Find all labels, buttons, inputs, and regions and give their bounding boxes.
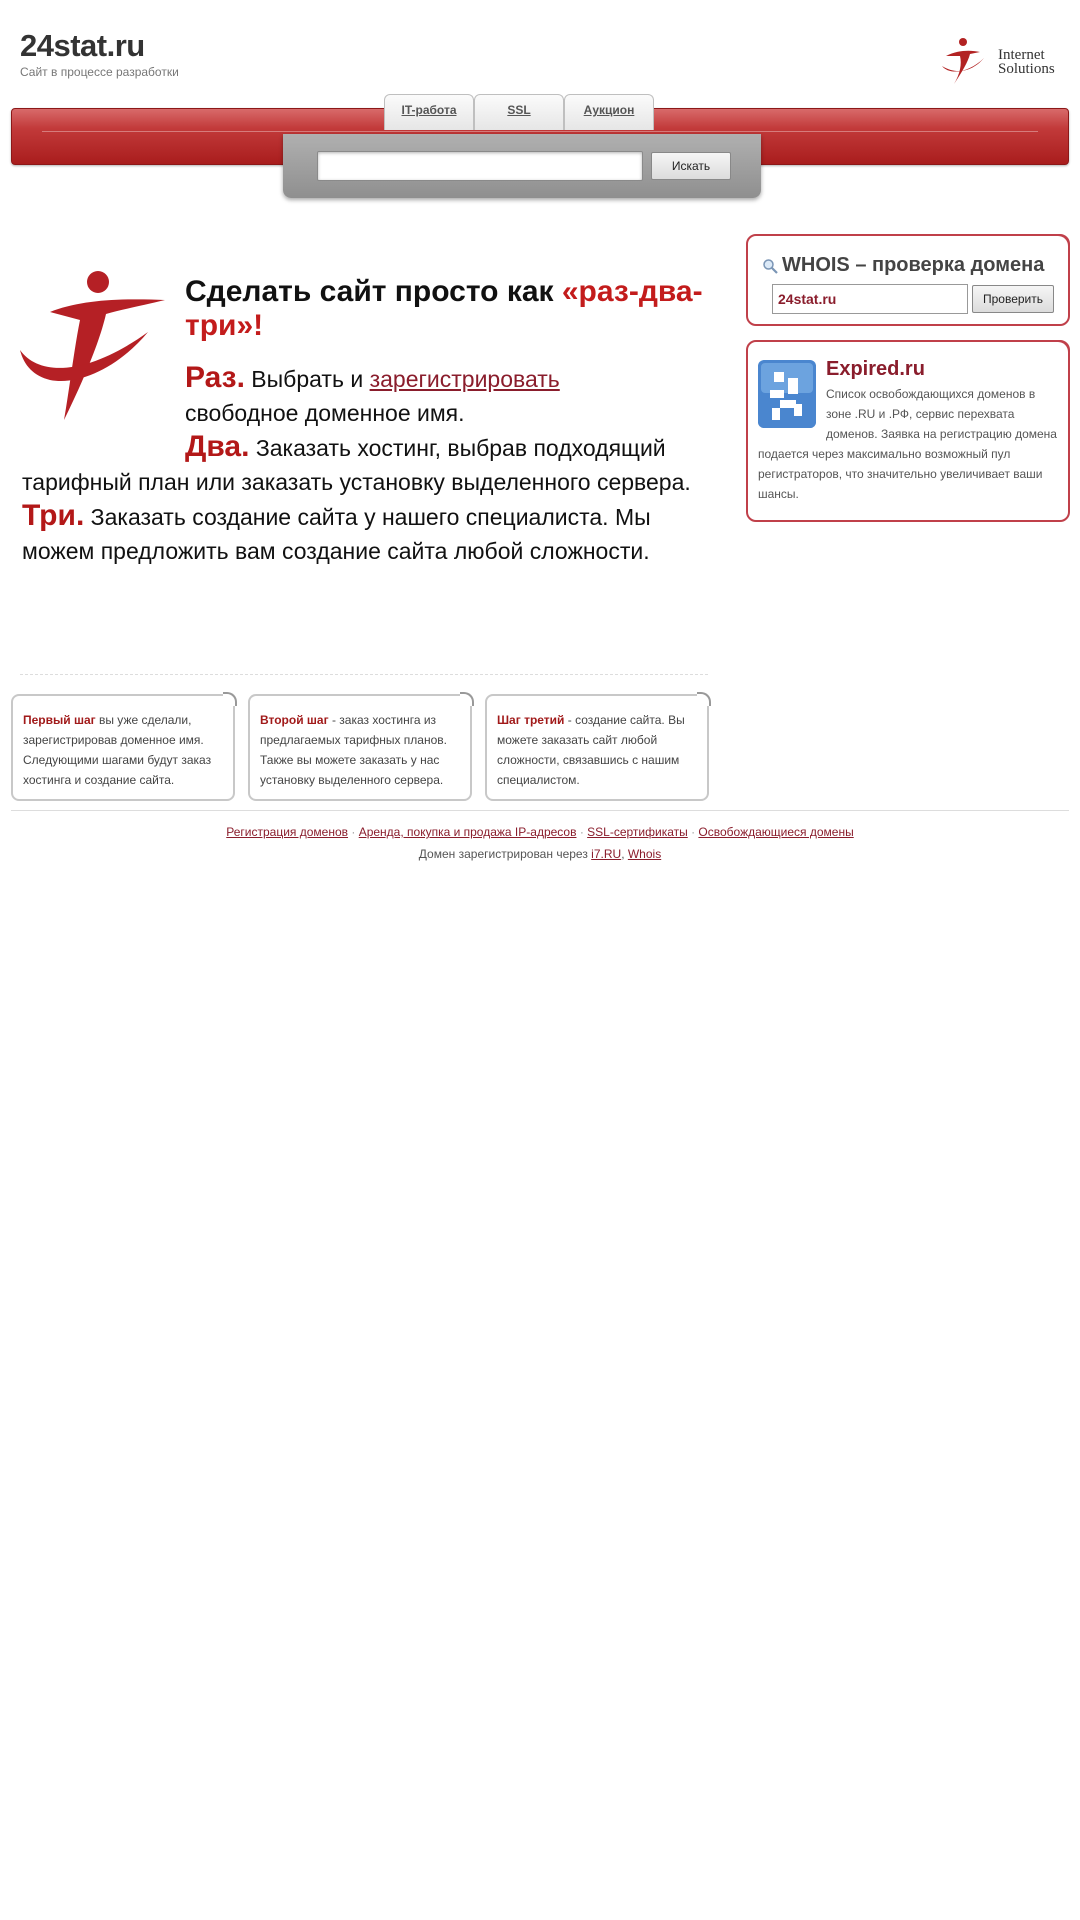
magnifier-icon bbox=[762, 258, 778, 274]
step-box-second: Второй шаг - заказ хостинга из предлагаемых тарифных планов. Также вы можете заказать у нас установку выделенного сервера. bbox=[248, 694, 472, 801]
site-title: 24stat.ru bbox=[20, 28, 145, 63]
promo-step-one: Раз. Выбрать и зарегистрировать свободное доменное имя. bbox=[185, 361, 560, 426]
search-input[interactable] bbox=[317, 151, 643, 181]
site-subtitle: Сайт в процессе разработки bbox=[20, 65, 179, 79]
expired-description: Список освобождающихся доменов в зоне .RU и .РФ, сервис перехвата доменов. Заявка на регистрацию домена подается через максимально возможный пул регистраторов, что значительно увеличивает ваши шансы. bbox=[758, 387, 1057, 501]
promo-title: Сделать сайт просто как «раз-два-три»! bbox=[185, 275, 703, 342]
step-box-first: Первый шаг вы уже сделали, зарегистрировав доменное имя. Следующими шагами будут заказ хостинга и создание сайта. bbox=[11, 694, 235, 801]
tab-ssl[interactable]: SSL bbox=[474, 94, 564, 130]
promo-step-two: Два. Заказать хостинг, выбрав подходящий тарифный план или заказать установку выделенного сервера. bbox=[22, 430, 691, 495]
footer-link-ip-addresses[interactable]: Аренда, покупка и продажа IP-адресов bbox=[358, 825, 577, 839]
whois-domain-input[interactable] bbox=[772, 284, 968, 314]
promo-step-three: Три. Заказать создание сайта у нашего специалиста. Мы можем предложить вам создание сайта любой сложности. bbox=[22, 499, 651, 564]
logo-text: Internet Solutions bbox=[998, 47, 1055, 77]
footer-link-domain-registration[interactable]: Регистрация доменов bbox=[226, 825, 349, 839]
footer-link-whois[interactable]: Whois bbox=[627, 847, 662, 861]
register-link[interactable]: зарегистрировать bbox=[369, 366, 560, 392]
search-panel bbox=[283, 134, 761, 198]
whois-check-button[interactable]: Проверить bbox=[972, 285, 1054, 313]
search-button[interactable]: Искать bbox=[651, 152, 731, 180]
footer-links: Регистрация доменов · Аренда, покупка и продажа IP-адресов · SSL-сертификаты · Освобождающиеся домены bbox=[226, 825, 854, 839]
step-box-third: Шаг третий - создание сайта. Вы можете заказать сайт любой сложности, связавшись с нашим специалистом. bbox=[485, 694, 709, 801]
footer-link-expiring-domains[interactable]: Освобождающиеся домены bbox=[698, 825, 854, 839]
footer-note: Домен зарегистрирован через i7.RU, Whois bbox=[418, 847, 662, 861]
divider bbox=[20, 674, 708, 675]
footer-link-i7[interactable]: i7.RU bbox=[591, 847, 622, 861]
whois-title: WHOIS – проверка домена bbox=[782, 254, 1045, 276]
expired-title[interactable]: Expired.ru bbox=[826, 358, 925, 380]
tab-it-work[interactable]: IT-работа bbox=[384, 94, 474, 130]
whois-box bbox=[746, 234, 1070, 326]
footer-link-ssl[interactable]: SSL-сертификаты bbox=[587, 825, 688, 839]
expired-box bbox=[746, 340, 1070, 522]
tab-auction[interactable]: Аукцион bbox=[564, 94, 654, 130]
promo-block bbox=[22, 275, 710, 568]
footer-divider bbox=[11, 810, 1069, 811]
